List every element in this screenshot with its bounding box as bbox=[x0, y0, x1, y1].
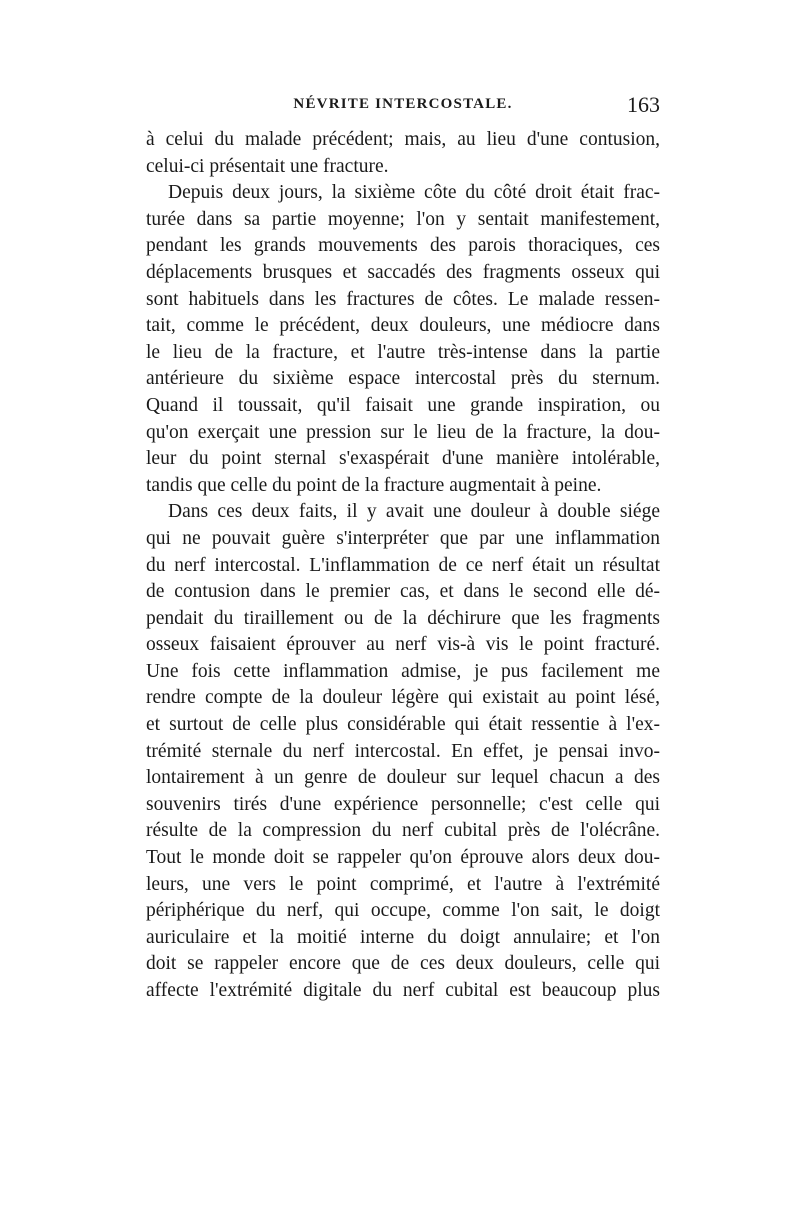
text-line: doit se rappeler encore que de ces deux douleurs, celle qui bbox=[146, 953, 660, 975]
text-line: Quand il toussait, qu'il faisait une grande inspiration, ou bbox=[146, 394, 660, 416]
text-line: osseux faisaient éprouver au nerf vis-à vis le point fracturé. bbox=[146, 634, 660, 656]
text-line: périphérique du nerf, qui occupe, comme l'on sait, le doigt bbox=[146, 900, 660, 922]
running-head bbox=[146, 92, 660, 120]
text-line: leur du point sternal s'exaspérait d'une manière intolérable, bbox=[146, 448, 660, 470]
text-line: tandis que celle du point de la fracture augmentait à peine. bbox=[146, 474, 602, 496]
text-line: auriculaire et la moitié interne du doigt annulaire; et l'on bbox=[146, 926, 660, 948]
text-line: Depuis deux jours, la sixième côte du côté droit était frac- bbox=[168, 182, 660, 204]
text-line: pendait du tiraillement ou de la déchirure que les fragments bbox=[146, 607, 660, 629]
text-line: déplacements brusques et saccadés des fragments osseux qui bbox=[146, 261, 660, 283]
text-line: résulte de la compression du nerf cubital près de l'olécrâne. bbox=[146, 820, 660, 842]
text-line: de contusion dans le premier cas, et dans le second elle dé- bbox=[146, 581, 660, 603]
text-line: tait, comme le précédent, deux douleurs, une médiocre dans bbox=[146, 315, 660, 337]
text-line: Tout le monde doit se rappeler qu'on éprouve alors deux dou- bbox=[146, 847, 660, 869]
page-number: 163 bbox=[627, 92, 660, 117]
text-line: le lieu de la fracture, et l'autre très-intense dans la partie bbox=[146, 341, 660, 363]
body-text bbox=[146, 127, 660, 1005]
text-line: sont habituels dans les fractures de côtes. Le malade ressen- bbox=[146, 288, 660, 310]
text-line: rendre compte de la douleur légère qui existait au point lésé, bbox=[146, 687, 660, 709]
text-line: antérieure du sixième espace intercostal près du sternum. bbox=[146, 368, 660, 390]
text-line: Dans ces deux faits, il y avait une douleur à double siége bbox=[168, 501, 660, 523]
text-line: affecte l'extrémité digitale du nerf cubital est beaucoup plus bbox=[146, 980, 660, 1001]
text-line: Une fois cette inflammation admise, je pus facilement me bbox=[146, 660, 660, 682]
text-line: souvenirs tirés d'une expérience personnelle; c'est celle qui bbox=[146, 793, 660, 815]
text-line: celui-ci présentait une fracture. bbox=[146, 155, 389, 177]
text-line: lontairement à un genre de douleur sur lequel chacun a des bbox=[146, 767, 660, 789]
text-line: turée dans sa partie moyenne; l'on y sentait manifestement, bbox=[146, 208, 660, 230]
text-line: qui ne pouvait guère s'interpréter que par une inflammation bbox=[146, 527, 660, 549]
text-line: qu'on exerçait une pression sur le lieu de la fracture, la dou- bbox=[146, 421, 660, 443]
running-title: NÉVRITE INTERCOSTALE. bbox=[293, 96, 513, 112]
text-line: trémité sternale du nerf intercostal. En effet, je pensai invo- bbox=[146, 740, 660, 762]
text-line: à celui du malade précédent; mais, au lieu d'une contusion, bbox=[146, 129, 660, 150]
text-line: du nerf intercostal. L'inflammation de ce nerf était un résultat bbox=[146, 554, 660, 576]
text-line: et surtout de celle plus considérable qui était ressentie à l'ex- bbox=[146, 714, 660, 736]
text-line: pendant les grands mouvements des parois thoraciques, ces bbox=[146, 235, 660, 257]
text-line: leurs, une vers le point comprimé, et l'autre à l'extrémité bbox=[146, 873, 660, 895]
